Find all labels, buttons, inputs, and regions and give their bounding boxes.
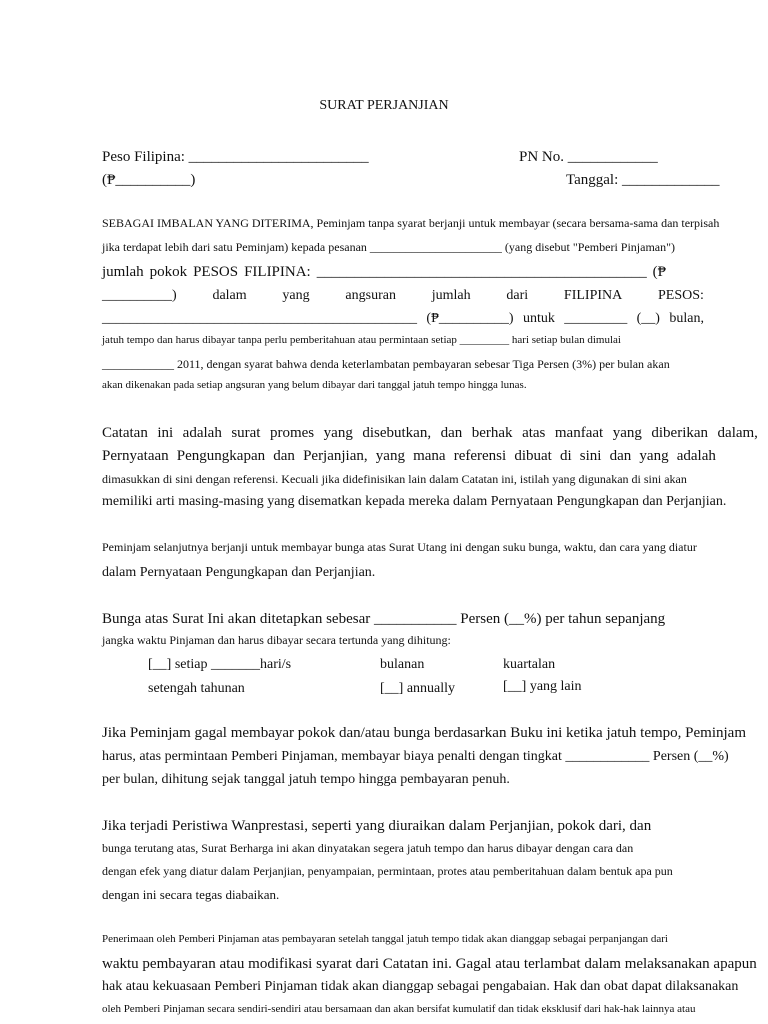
word: dalam <box>212 288 247 303</box>
paragraph-line: jika terdapat lebih dari satu Peminjam) kepada pesanan ______________________ (yang disebut "Pemberi Pinjaman") <box>102 240 675 254</box>
paragraph-line: Jika Peminjam gagal membayar pokok dan/atau bunga berdasarkan Buku ini ketika jatuh tempo, Peminjam <box>102 725 747 741</box>
paragraph-line: dengan efek yang diatur dalam Perjanjian, penyampaian, permintaan, protes atau pemberitahuan dalam bentuk apa pun <box>102 864 673 878</box>
word: PESOS: <box>658 288 704 303</box>
paragraph-line: Penerimaan oleh Pemberi Pinjaman atas pembayaran setelah tanggal jatuh tempo tidak akan dianggap sebagai perpanjangan dari <box>102 933 668 945</box>
word: ini <box>157 425 174 441</box>
word: promes <box>269 425 315 441</box>
option-annually-checkbox[interactable]: [__] annually <box>380 681 456 696</box>
word: berhak <box>471 425 513 441</box>
word: surat <box>231 425 261 441</box>
word: yang <box>612 425 642 441</box>
word: ____________________________________________ <box>316 264 647 280</box>
paragraph-line: Bunga atas Surat Ini akan ditetapkan sebesar ___________ Persen (__%) per tahun sepanjang <box>102 611 666 627</box>
paragraph-line: SEBAGAI IMBALAN YANG DITERIMA, Peminjam tanpa syarat berjanji untuk membayar (secara bersama-sama dan terpisah <box>102 216 720 230</box>
word: jumlah <box>102 264 144 280</box>
word: referensi <box>453 448 507 464</box>
word: atas <box>522 425 546 441</box>
option-other-checkbox[interactable]: [__] yang lain <box>503 679 582 694</box>
paragraph-line: waktu pembayaran atau modifikasi syarat dari Catatan ini. Gagal atau terlambat dalam melaksanakan apapun <box>102 956 757 972</box>
word: yang <box>375 448 405 464</box>
paragraph-line: jangka waktu Pinjaman dan harus dibayar secara tertunda yang dihitung: <box>102 633 451 647</box>
paragraph-line: Jika terjadi Peristiwa Wanprestasi, seperti yang diuraikan dalam Perjanjian, pokok dari, dan <box>102 818 652 834</box>
word: dibuat <box>514 448 552 464</box>
word: mana <box>413 448 446 464</box>
paragraph-line: jatuh tempo dan harus dibayar tanpa perlu pemberitahuan atau permintaan setiap _________ hari setiap bulan dimulai <box>102 334 621 346</box>
word: Catatan <box>102 425 148 441</box>
paragraph-line: hak atau kekuasaan Pemberi Pinjaman tidak akan dianggap sebagai pengabaian. Hak dan obat dapat dilaksanakan <box>102 979 739 994</box>
word: (₱ <box>652 264 666 280</box>
paragraph-line: Peminjam selanjutnya berjanji untuk membayar bunga atas Surat Utang ini dengan suku bunga, waktu, dan cara yang diatur <box>102 540 697 554</box>
word: _____________________________________________ <box>102 311 417 326</box>
paragraph-line-justified <box>102 265 666 280</box>
word: Pernyataan <box>102 448 169 464</box>
word: _________ <box>564 311 628 326</box>
paragraph-line: dimasukkan di sini dengan referensi. Kecuali jika didefinisikan lain dalam Catatan ini, istilah yang digunakan di sini akan <box>102 472 687 486</box>
word: __________) <box>102 288 177 303</box>
paragraph-line: dalam Pernyataan Pengungkapan dan Perjanjian. <box>102 565 376 580</box>
word: dan <box>609 448 632 464</box>
pn-number-field: PN No. ____________ <box>519 149 658 165</box>
word: dalam, <box>717 425 758 441</box>
word: dan <box>440 425 463 441</box>
word: manfaat <box>554 425 604 441</box>
word: disebutkan, <box>362 425 432 441</box>
word: (₱__________) <box>426 311 514 326</box>
paragraph-line-justified <box>102 312 704 326</box>
word: pokok <box>149 264 188 280</box>
option-monthly[interactable]: bulanan <box>380 657 425 672</box>
word: PESOS <box>193 264 239 280</box>
paragraph-line: dengan ini secara tegas diabaikan. <box>102 887 280 902</box>
option-semiannual[interactable]: setengah tahunan <box>148 681 245 696</box>
paragraph-line: per bulan, dihitung sejak tanggal jatuh tempo hingga pembayaran penuh. <box>102 772 510 787</box>
word: adalah <box>676 448 716 464</box>
option-daily-checkbox[interactable]: [__] setiap _______hari/s <box>148 657 292 672</box>
word: FILIPINA: <box>244 264 311 280</box>
word: yang <box>282 288 310 303</box>
word: dari <box>506 288 529 303</box>
word: Pengungkapan <box>176 448 266 464</box>
paragraph-line: bunga terutang atas, Surat Berharga ini akan dinyatakan segera jatuh tempo dan harus dibayar dengan cara dan <box>102 841 634 855</box>
word: angsuran <box>345 288 396 303</box>
paragraph-line: ____________ 2011, dengan syarat bahwa denda keterlambatan pembayaran sebesar Tiga Persen (3%) per bulan akan <box>102 357 670 371</box>
word: dan <box>273 448 295 464</box>
paragraph-line: oleh Pemberi Pinjaman secara sendiri-sendiri atau bersamaan dan akan bersifat kumulatif dan tidak eksklusif dari hak-hak lainnya atau <box>102 1003 696 1015</box>
peso-amount-field: Peso Filipina: ________________________ <box>102 149 369 165</box>
word: bulan, <box>669 311 704 326</box>
word: adalah <box>182 425 222 441</box>
word: di <box>559 448 572 464</box>
paragraph-line: memiliki arti masing-masing yang disematkan kepada mereka dalam Pernyataan Pengungkapan dan Perjanjian. <box>102 494 727 509</box>
document-title: SURAT PERJANJIAN <box>319 98 449 113</box>
word: (__) <box>636 311 660 326</box>
option-quarterly[interactable]: kuartalan <box>503 657 556 672</box>
date-field: Tanggal: _____________ <box>566 172 720 188</box>
word: Perjanjian, <box>303 448 368 464</box>
paragraph-line-justified <box>102 426 758 441</box>
word: sini <box>579 448 602 464</box>
word: FILIPINA <box>563 288 623 303</box>
word: diberikan <box>651 425 709 441</box>
peso-symbol-field: (₱__________) <box>102 172 196 188</box>
word: untuk <box>522 311 555 326</box>
paragraph-line-justified <box>102 289 704 303</box>
paragraph-line-justified <box>102 449 716 464</box>
word: jumlah <box>431 288 471 303</box>
word: yang <box>323 425 353 441</box>
word: yang <box>639 448 669 464</box>
paragraph-line: akan dikenakan pada setiap angsuran yang belum dibayar dari tanggal jatuh tempo hingga lunas. <box>102 379 527 391</box>
paragraph-line: harus, atas permintaan Pemberi Pinjaman, membayar biaya penalti dengan tingkat ____________ Persen (__%) <box>102 749 729 764</box>
